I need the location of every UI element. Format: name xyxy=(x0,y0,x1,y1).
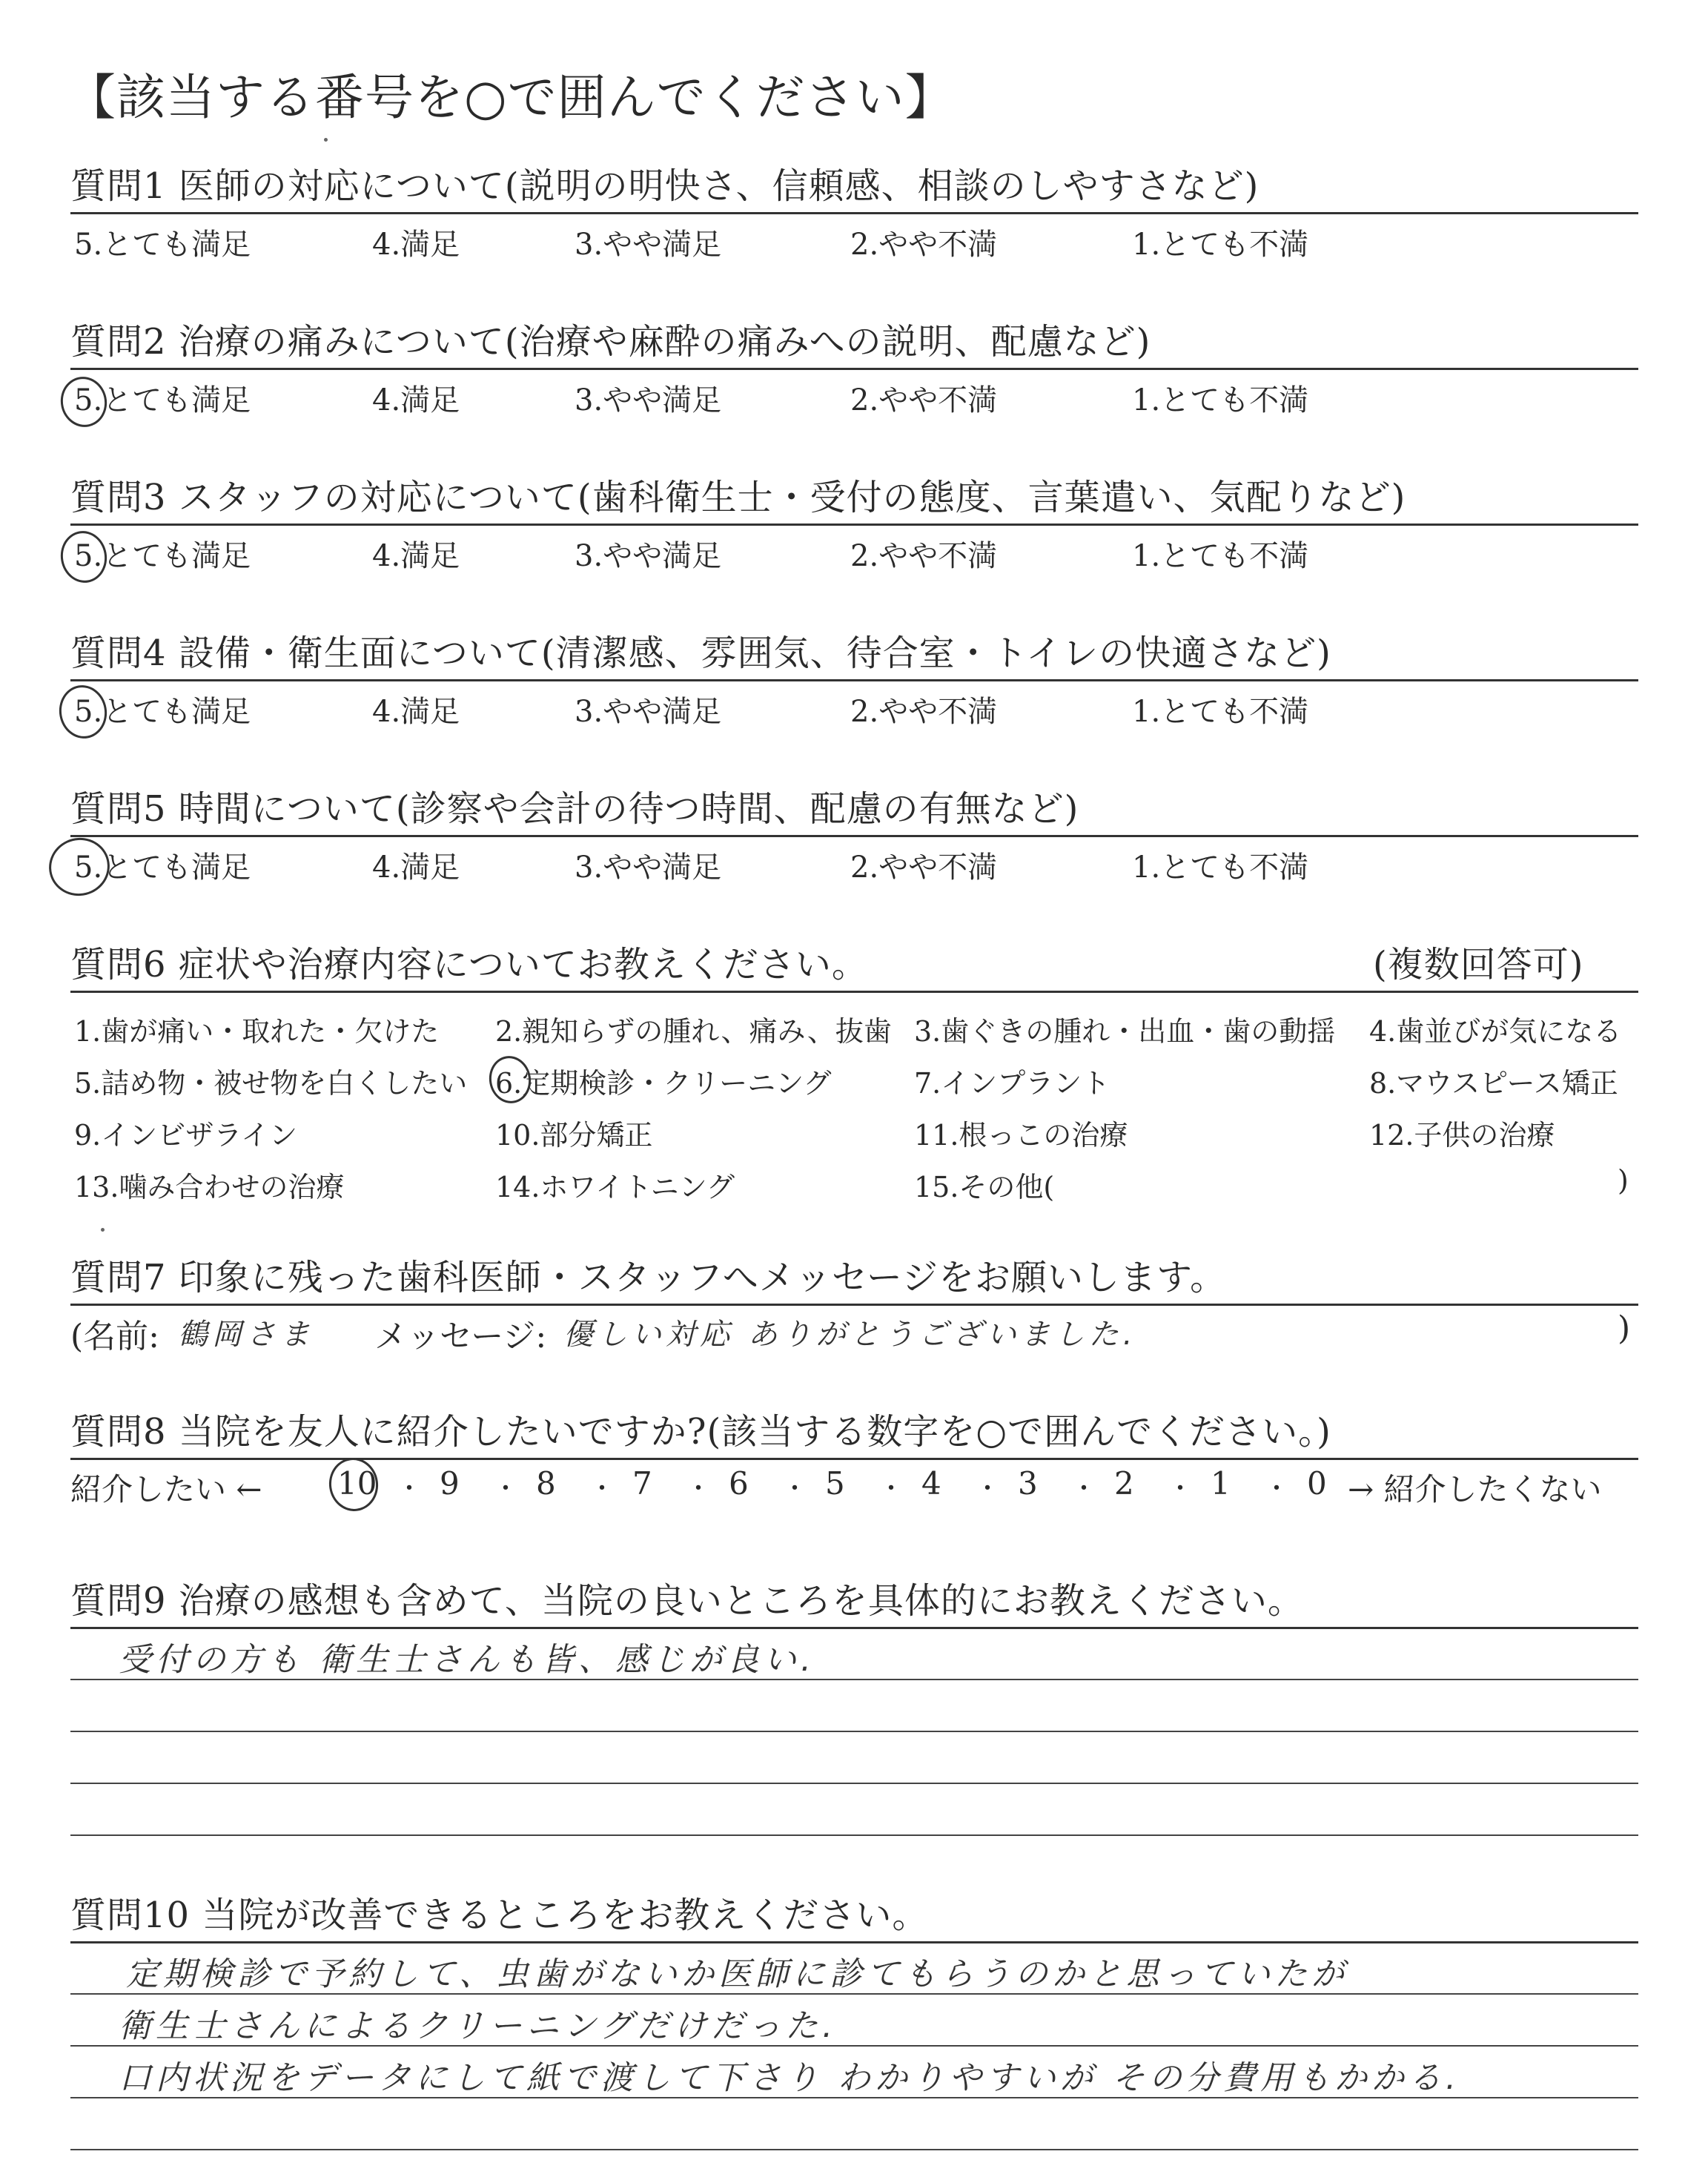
q10-writing-line xyxy=(70,2045,1638,2047)
q6-option-11[interactable]: 11.根っこの治療 xyxy=(914,1119,1128,1152)
q6-multi-answer-note: (複数回答可) xyxy=(1373,944,1584,985)
q10-writing-line xyxy=(70,2097,1638,2098)
q6-option-9[interactable]: 9.インビザライン xyxy=(74,1119,298,1152)
q2-option-4[interactable]: 4.満足 xyxy=(372,383,460,417)
q8-scale-separator: ・ xyxy=(589,1474,615,1504)
q8-scale-value-10[interactable]: 10 xyxy=(337,1465,377,1502)
q2-option-3[interactable]: 3.やや満足 xyxy=(575,383,722,417)
q8-scale-value-5[interactable]: 5 xyxy=(825,1465,845,1502)
q4-option-1[interactable]: 1.とても不満 xyxy=(1132,695,1309,729)
q10-divider xyxy=(70,1941,1638,1943)
q3-option-4[interactable]: 4.満足 xyxy=(372,539,460,573)
q1-option-5[interactable]: 5.とても満足 xyxy=(74,228,251,262)
q9-title: 質問9 治療の感想も含めて、当院の良いところを具体的にお教えください。 xyxy=(70,1580,1304,1622)
q7-title: 質問7 印象に残った歯科医師・スタッフへメッセージをお願いします。 xyxy=(70,1257,1227,1298)
q10-answer-line-2[interactable]: 衛生士さんによるクリーニングだけだった. xyxy=(119,2007,838,2045)
q10-writing-line xyxy=(70,2149,1638,2150)
q2-option-1[interactable]: 1.とても不満 xyxy=(1132,383,1309,417)
q8-scale-value-9[interactable]: 9 xyxy=(440,1465,460,1502)
q6-option-15-other[interactable]: 15.その他( xyxy=(914,1171,1055,1203)
q6-option-8[interactable]: 8.マウスピース矯正 xyxy=(1369,1067,1618,1100)
q2-divider xyxy=(70,368,1638,370)
q1-option-3[interactable]: 3.やや満足 xyxy=(575,228,722,262)
q1-option-2[interactable]: 2.やや不満 xyxy=(850,228,998,262)
scan-speck xyxy=(101,1228,105,1232)
q7-message-handwritten[interactable]: 優しい対応 ありがとうございました. xyxy=(563,1318,1137,1352)
q8-scale-value-0[interactable]: 0 xyxy=(1307,1465,1327,1502)
q9-divider xyxy=(70,1627,1638,1629)
q8-scale-separator: ・ xyxy=(397,1474,422,1504)
scan-speck xyxy=(324,138,328,142)
q4-option-4[interactable]: 4.満足 xyxy=(372,695,460,729)
q8-scale-separator: ・ xyxy=(493,1474,518,1504)
q3-option-3[interactable]: 3.やや満足 xyxy=(575,539,722,573)
q2-option-2[interactable]: 2.やや不満 xyxy=(850,383,998,417)
q7-divider xyxy=(70,1304,1638,1306)
q5-option-1[interactable]: 1.とても不満 xyxy=(1132,851,1309,885)
q8-scale-separator: ・ xyxy=(1168,1474,1193,1504)
q3-option-2[interactable]: 2.やや不満 xyxy=(850,539,998,573)
q6-option-3[interactable]: 3.歯ぐきの腫れ・出血・歯の動揺 xyxy=(914,1015,1336,1048)
q3-option-5[interactable]: 5.とても満足 xyxy=(74,539,251,573)
q7-name-handwritten[interactable]: 鶴岡さま xyxy=(178,1318,314,1352)
q8-scale-separator: ・ xyxy=(686,1474,711,1504)
q1-option-4[interactable]: 4.満足 xyxy=(372,228,460,262)
q3-divider xyxy=(70,524,1638,526)
q8-scale-value-3[interactable]: 3 xyxy=(1018,1465,1038,1502)
q5-title: 質問5 時間について(診察や会計の待つ時間、配慮の有無など) xyxy=(70,788,1079,830)
q6-divider xyxy=(70,991,1638,993)
q6-option-12[interactable]: 12.子供の治療 xyxy=(1369,1119,1555,1152)
q1-option-1[interactable]: 1.とても不満 xyxy=(1132,228,1309,262)
q8-title: 質問8 当院を友人に紹介したいですか?(該当する数字を○で囲んでください。) xyxy=(70,1411,1331,1453)
form-instruction-header: 【該当する番号を○で囲んでください】 xyxy=(67,69,955,126)
q8-scale-value-1[interactable]: 1 xyxy=(1211,1465,1231,1502)
q1-divider xyxy=(70,212,1638,214)
q6-option-1[interactable]: 1.歯が痛い・取れた・欠けた xyxy=(74,1015,440,1048)
q10-title: 質問10 当院が改善できるところをお教えください。 xyxy=(70,1895,929,1936)
q9-answer-line-1[interactable]: 受付の方も 衛生士さんも皆、感じが良い. xyxy=(119,1641,815,1679)
q8-right-label: → 紹介したくない xyxy=(1348,1471,1602,1507)
q7-close-paren: ) xyxy=(1618,1309,1631,1347)
q8-scale-separator: ・ xyxy=(1264,1474,1289,1504)
q4-option-5[interactable]: 5.とても満足 xyxy=(74,695,251,729)
q8-scale-separator: ・ xyxy=(878,1474,904,1504)
q8-scale-separator: ・ xyxy=(1071,1474,1096,1504)
q8-scale-value-7[interactable]: 7 xyxy=(632,1465,652,1502)
q8-scale-value-4[interactable]: 4 xyxy=(921,1465,941,1502)
q6-option-5[interactable]: 5.詰め物・被せ物を白くしたい xyxy=(74,1067,468,1100)
q8-scale-separator: ・ xyxy=(782,1474,807,1504)
q9-writing-line xyxy=(70,1731,1638,1732)
q4-title: 質問4 設備・衛生面について(清潔感、雰囲気、待合室・トイレの快適さなど) xyxy=(70,633,1331,674)
q5-option-2[interactable]: 2.やや不満 xyxy=(850,851,998,885)
q10-answer-line-1[interactable]: 定期検診で予約して、虫歯がないか医師に診てもらうのかと思っていたが xyxy=(126,1955,1349,1993)
q5-option-4[interactable]: 4.満足 xyxy=(372,851,460,885)
q6-title: 質問6 症状や治療内容についてお教えください。 xyxy=(70,944,868,985)
q3-title: 質問3 スタッフの対応について(歯科衛生士・受付の態度、言葉遣い、気配りなど) xyxy=(70,477,1406,518)
q8-scale-value-6[interactable]: 6 xyxy=(729,1465,749,1502)
q4-divider xyxy=(70,679,1638,681)
q8-scale-value-2[interactable]: 2 xyxy=(1114,1465,1134,1502)
q5-selection-circle xyxy=(43,831,116,902)
q4-option-2[interactable]: 2.やや不満 xyxy=(850,695,998,729)
q9-writing-line xyxy=(70,1834,1638,1836)
q2-title: 質問2 治療の痛みについて(治療や麻酔の痛みへの説明、配慮など) xyxy=(70,321,1151,363)
q6-option-4[interactable]: 4.歯並びが気になる xyxy=(1369,1015,1622,1048)
q7-message-label: メッセージ: xyxy=(374,1318,547,1355)
q5-option-3[interactable]: 3.やや満足 xyxy=(575,851,722,885)
q6-option-7[interactable]: 7.インプラント xyxy=(914,1067,1110,1100)
q8-scale-value-8[interactable]: 8 xyxy=(536,1465,556,1502)
q6-other-close-paren: ) xyxy=(1618,1164,1629,1197)
q7-name-label: (名前: xyxy=(70,1318,159,1355)
q5-divider xyxy=(70,835,1638,837)
q8-divider xyxy=(70,1458,1638,1460)
q8-left-label: 紹介したい ← xyxy=(70,1471,262,1507)
q10-writing-line xyxy=(70,1993,1638,1995)
q5-option-5[interactable]: 5.とても満足 xyxy=(74,851,251,885)
q6-option-13[interactable]: 13.噛み合わせの治療 xyxy=(74,1171,345,1203)
q6-option-14[interactable]: 14.ホワイトニング xyxy=(495,1171,735,1203)
q6-option-10[interactable]: 10.部分矯正 xyxy=(495,1119,653,1152)
q9-writing-line xyxy=(70,1679,1638,1680)
q10-answer-line-3[interactable]: 口内状況をデータにして紙で渡して下さり わかりやすいが その分費用もかかる. xyxy=(119,2059,1460,2097)
q6-option-6[interactable]: 6.定期検診・クリーニング xyxy=(495,1067,832,1100)
q9-writing-line xyxy=(70,1783,1638,1784)
q8-scale-separator: ・ xyxy=(975,1474,1000,1504)
q8-selection-circle xyxy=(325,1455,381,1514)
q4-option-3[interactable]: 3.やや満足 xyxy=(575,695,722,729)
q1-title: 質問1 医師の対応について(説明の明快さ、信頼感、相談のしやすさなど) xyxy=(70,165,1260,207)
q2-option-5[interactable]: 5.とても満足 xyxy=(74,383,251,417)
q3-option-1[interactable]: 1.とても不満 xyxy=(1132,539,1309,573)
q6-option-2[interactable]: 2.親知らずの腫れ、痛み、抜歯 xyxy=(495,1015,892,1048)
